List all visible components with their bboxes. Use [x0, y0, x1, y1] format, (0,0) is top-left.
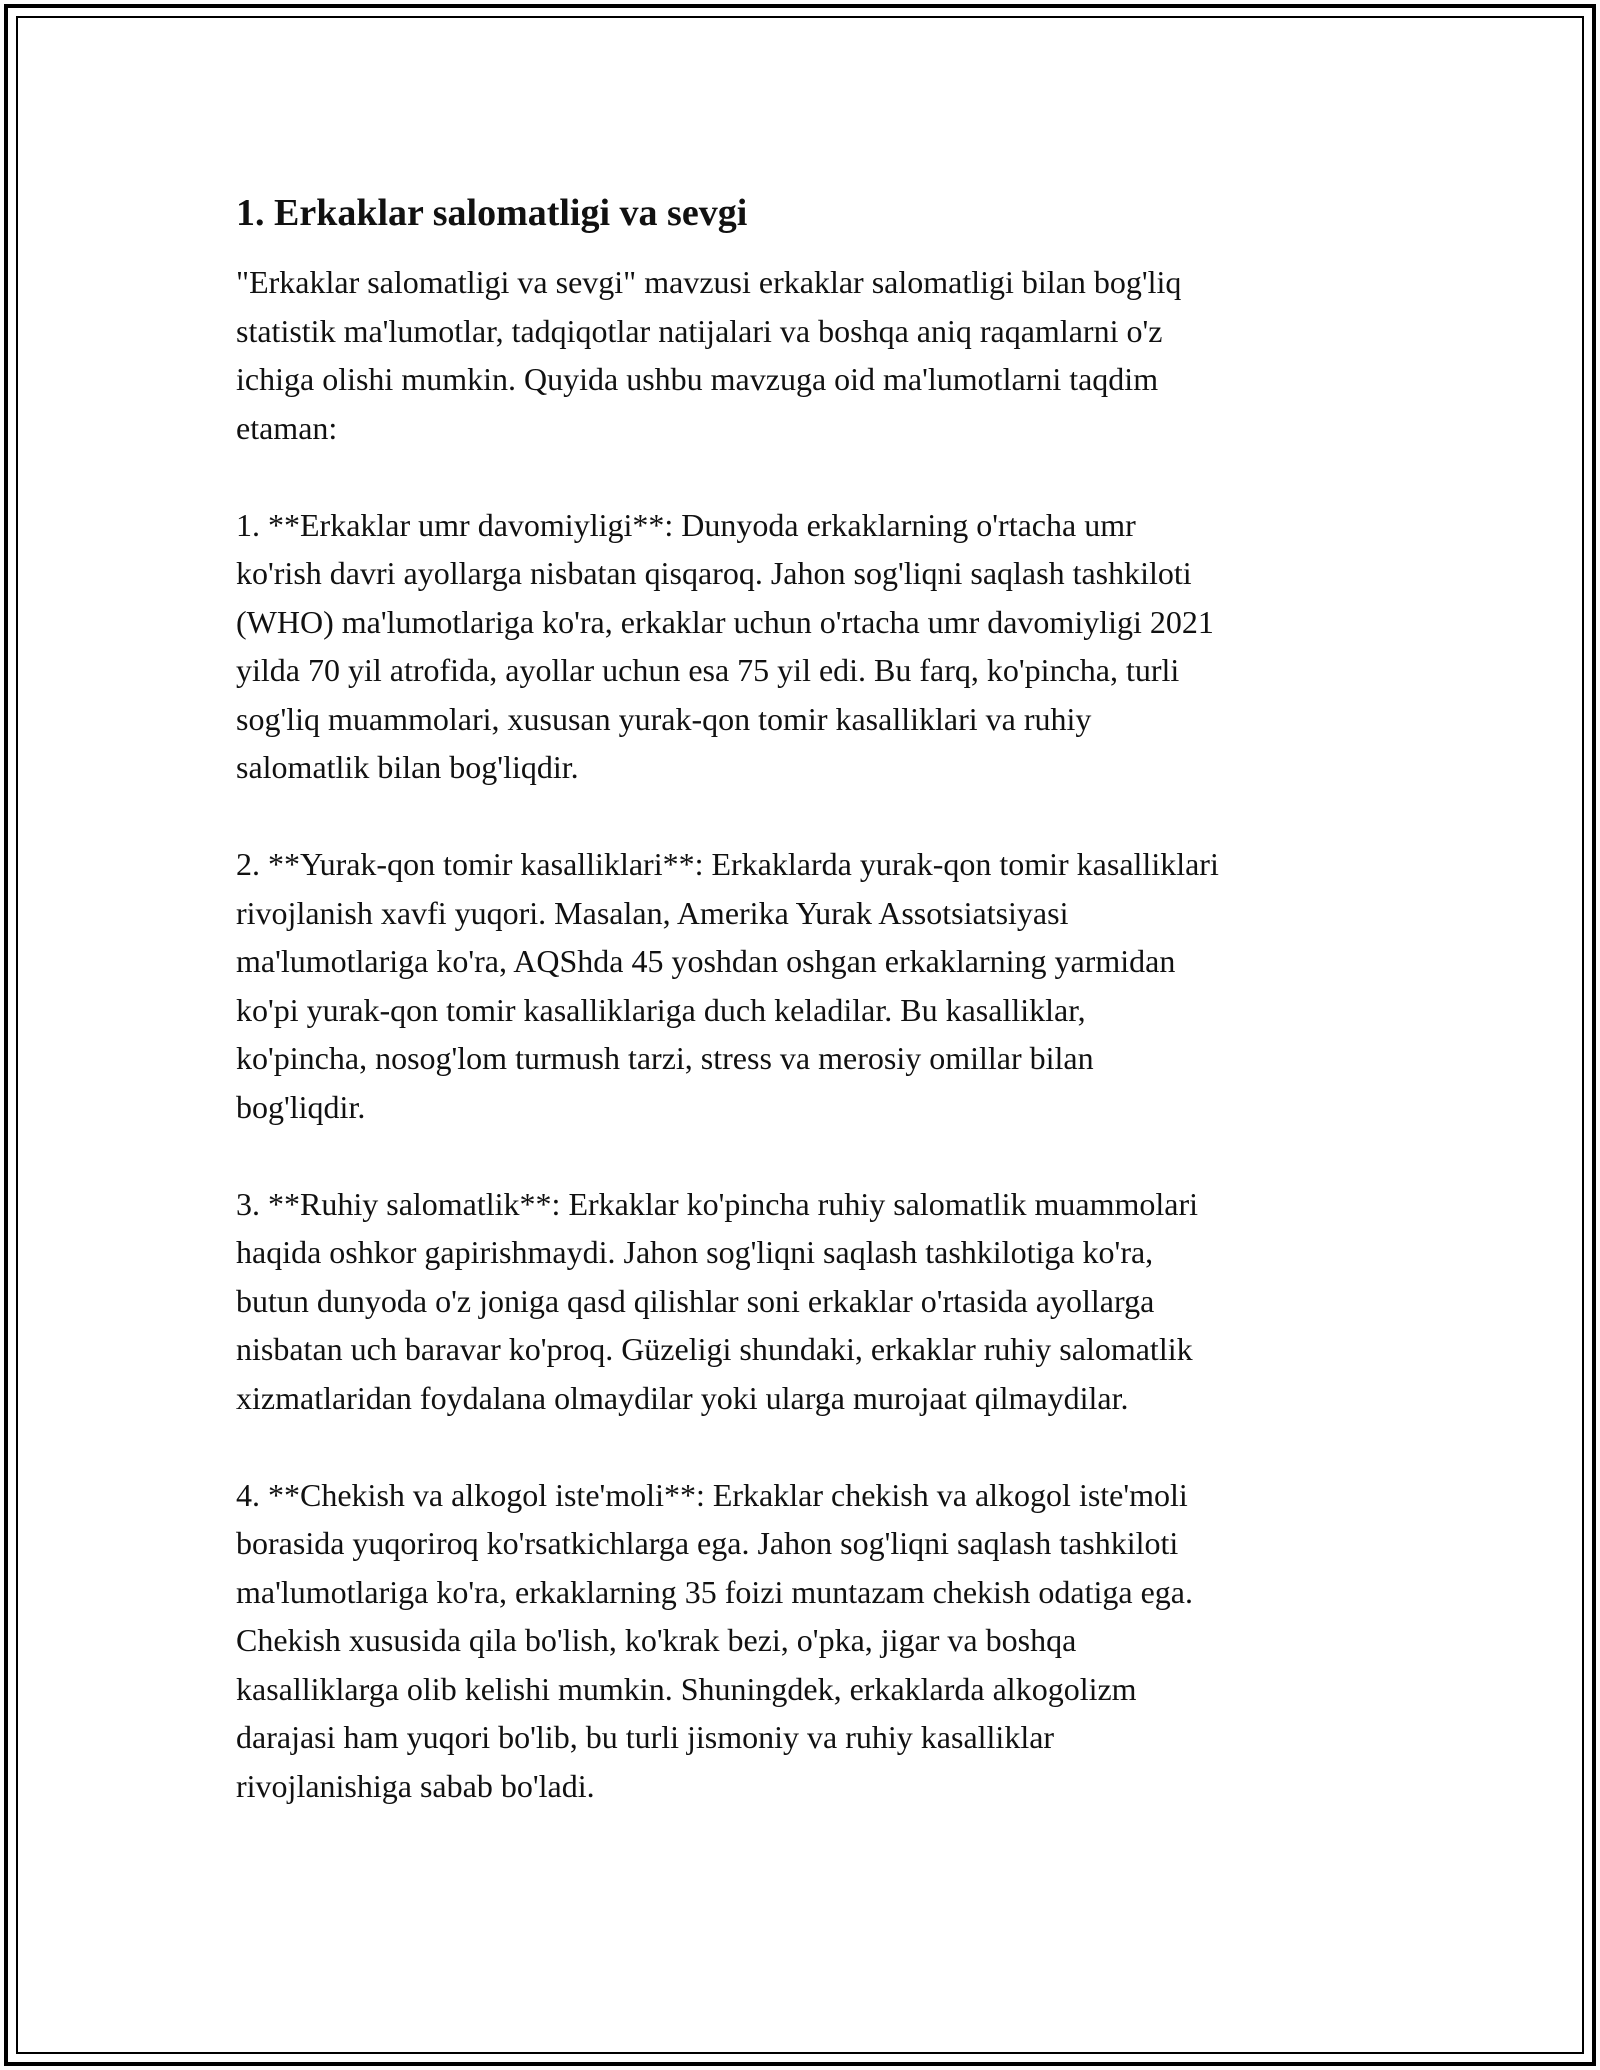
- paragraph-mental-health: 3. **Ruhiy salomatlik**: Erkaklar ko'pincha ruhiy salomatlik muammolari haqida oshkor gapirishmaydi. Jahon sog'liqni saqlash tashkilotiga ko'ra, butun dunyoda o'z joniga qasd qilishlar soni erkaklar o'rtasida ayollarga nisbatan uch baravar ko'proq. Güzeligi shundaki, erkaklar ruhiy salomatlik xizmatlaridan foydalana olmaydilar yoki ularga murojaat qilmaydilar.: [236, 1185, 1199, 1416]
- paragraph-cardiovascular: 2. **Yurak-qon tomir kasalliklari**: Erkaklarda yurak-qon tomir kasalliklari rivojlanish xavfi yuqori. Masalan, Amerika Yurak Assotsiatsiyasi ma'lumotlariga ko'ra, AQShda 45 yoshdan oshgan erkaklarning yarmidan ko'pi yurak-qon tomir kasalliklariga duch keladilar. Bu kasalliklar, ko'pincha, nosog'lom turmush tarzi, stress va merosiy omillar bilan bog'liqdir.: [236, 846, 1219, 1125]
- paragraph-life-expectancy: 1. **Erkaklar umr davomiyligi**: Dunyoda erkaklarning o'rtacha umr ko'rish davri ayollarga nisbatan qisqaroq. Jahon sog'liqni saqlash tashkiloti (WHO) ma'lumotlariga ko'ra, erkaklar uchun o'rtacha umr davomiyligi 2021 yilda 70 yil atrofida, ayollar uchun esa 75 yil edi. Bu farq, ko'pincha, turli sog'liq muammolari, xususan yurak-qon tomir kasalliklari va ruhiy salomatlik bilan bog'liqdir.: [236, 506, 1214, 785]
- document-title: 1. Erkaklar salomatligi va sevgi: [236, 192, 748, 234]
- intro-paragraph: "Erkaklar salomatligi va sevgi" mavzusi erkaklar salomatligi bilan bog'liq statistik ma'lumotlar, tadqiqotlar natijalari va boshqa aniq raqamlarni o'z ichiga olishi mumkin. Quyida ushbu mavzuga oid ma'lumotlarni taqdim etaman:: [236, 264, 1182, 446]
- document-body: [236, 188, 1376, 1859]
- paragraph-smoking-alcohol: 4. **Chekish va alkogol iste'moli**: Erkaklar chekish va alkogol iste'moli borasida yuqoriroq ko'rsatkichlarga ega. Jahon sog'liqni saqlash tashkiloti ma'lumotlariga ko'ra, erkaklarning 35 foizi muntazam chekish odatiga ega. Chekish xususida qila bo'lish, ko'krak bezi, o'pka, jigar va boshqa kasalliklarga olib kelishi mumkin. Shuningdek, erkaklarda alkogolizm darajasi ham yuqori bo'lib, bu turli jismoniy va ruhiy kasalliklar rivojlanishiga sabab bo'ladi.: [236, 1476, 1193, 1804]
